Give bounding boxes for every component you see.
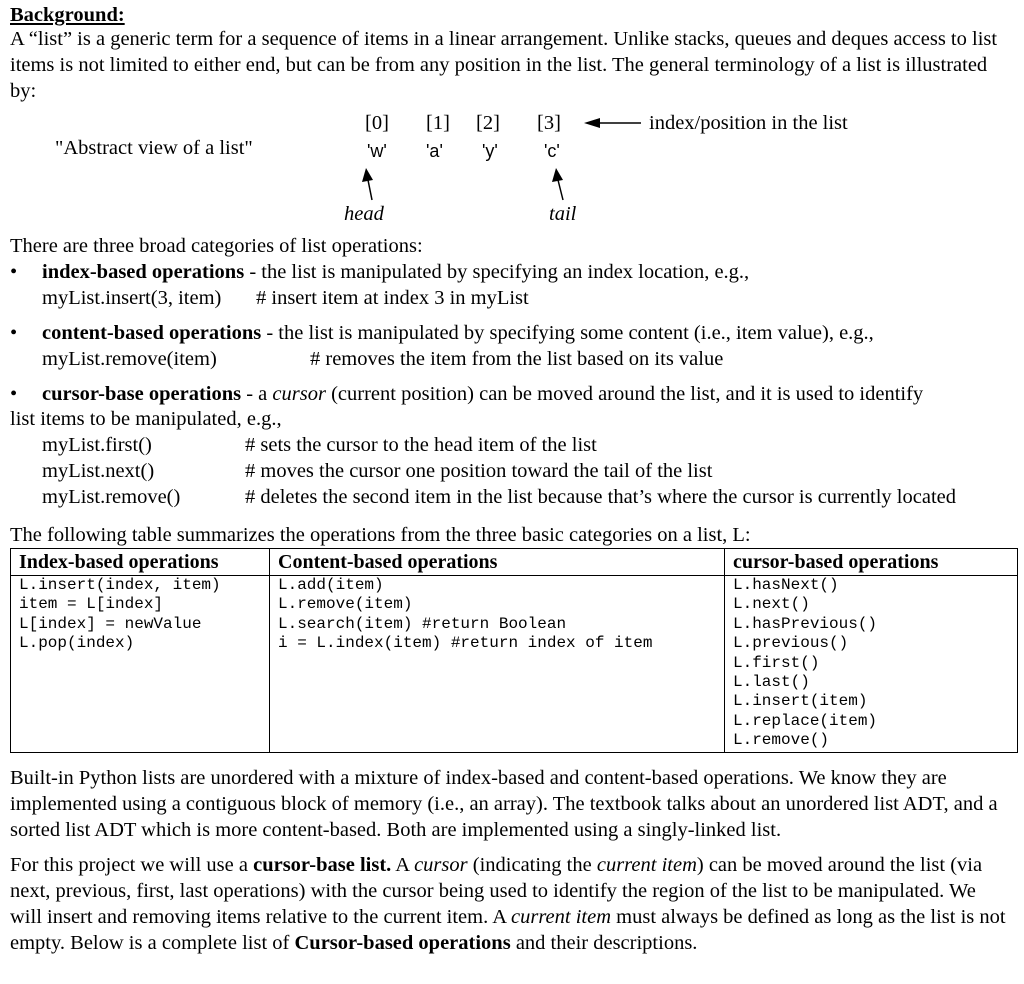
p2-bold: Cursor-based operations: [294, 932, 511, 954]
content-category-title: content-based operations: [42, 322, 262, 344]
cursor-op: L.remove(): [733, 731, 830, 750]
content-ops-cell: [270, 576, 725, 753]
table-header-cursor: cursor-based operations: [725, 549, 1018, 576]
cursor-op: L.last(): [733, 673, 810, 692]
index-op: L[index] = newValue: [19, 614, 202, 633]
index-example-code: myList.insert(3, item): [42, 287, 222, 309]
value-3: 'c': [544, 141, 560, 161]
index-3: [3]: [537, 112, 561, 134]
bullet-icon: •: [10, 322, 18, 344]
index-2: [2]: [476, 112, 500, 134]
content-op: i = L.index(item) #return index of item: [278, 634, 653, 653]
head-arrow-icon: [362, 168, 373, 200]
value-2: 'y': [482, 141, 498, 161]
closing-paragraph-1: Built-in Python lists are unordered with a mixture of index-based and content-based operations. We know they are implemented using a contiguous block of memory (i.e., an array). The textbook talks about an unordered list ADT, and a sorted list ADT which is more content-based. Both are implemented using a singly-linked list.: [10, 767, 998, 841]
cursor-ops-cell: [725, 576, 1018, 753]
cursor-example-comment: # deletes the second item in the list because that’s where the cursor is currently located: [245, 486, 956, 508]
cursor-op: L.first(): [733, 653, 820, 672]
content-op: L.remove(item): [278, 595, 413, 614]
cursor-op: L.hasPrevious(): [733, 614, 878, 633]
p2-text: (indicating the: [467, 854, 597, 876]
value-1: 'a': [426, 141, 443, 161]
p2-italic: cursor: [414, 854, 468, 876]
table-header-index: Index-based operations: [11, 549, 270, 576]
p2-text: and their descriptions.: [510, 932, 698, 954]
index-0: [0]: [365, 112, 389, 134]
content-op: L.search(item) #return Boolean: [278, 614, 567, 633]
cursor-op: L.previous(): [733, 634, 849, 653]
p2-text: ) can be moved around the list (via next, previous, first, last operations) with the cursor being used to identify the region of the list to be manipulated. We will insert and removing items relative to the current item. A: [10, 854, 983, 928]
content-example-comment: # removes the item from the list based on its value: [310, 348, 724, 370]
cursor-example-comment: # sets the cursor to the head item of the list: [245, 434, 597, 456]
content-example-code: myList.remove(item): [42, 348, 217, 370]
cursor-op: L.next(): [733, 595, 810, 614]
cursor-example-comment: # moves the cursor one position toward the tail of the list: [245, 460, 713, 482]
index-category-desc: - the list is manipulated by specifying an index location, e.g.,: [244, 261, 750, 283]
index-op: L.pop(index): [19, 634, 135, 653]
index-category-title: index-based operations: [42, 261, 245, 283]
cursor-example-code: myList.next(): [42, 460, 155, 482]
tail-arrow-icon: [552, 168, 563, 200]
cursor-op: L.insert(item): [733, 692, 868, 711]
categories-intro: There are three broad categories of list operations:: [10, 235, 423, 257]
table-header-row: [11, 549, 1018, 576]
diagram-arrows: [0, 0, 1024, 260]
cursor-example-code: myList.remove(): [42, 486, 181, 508]
p2-text: A: [391, 854, 415, 876]
p2-bold: cursor-base list.: [253, 854, 392, 876]
cursor-word: cursor: [272, 383, 326, 405]
table-header-content: Content-based operations: [270, 549, 725, 576]
cursor-category-line: [42, 381, 923, 407]
p2-text: For this project we will use a: [10, 854, 254, 876]
table-caption: The following table summarizes the operations from the three basic categories on a list, L:: [10, 524, 751, 546]
bullet-icon: •: [10, 261, 18, 283]
head-label: head: [344, 203, 384, 225]
p2-italic: current item: [511, 906, 612, 928]
operations-table: [10, 548, 1018, 753]
table-row: [11, 576, 1018, 753]
content-category-desc: - the list is manipulated by specifying some content (i.e., item value), e.g.,: [261, 322, 874, 344]
index-position-label: index/position in the list: [649, 112, 848, 134]
cursor-desc-pre: - a: [241, 383, 273, 405]
cursor-example-code: myList.first(): [42, 434, 152, 456]
p2-text: must always be defined as long as the list is not empty. Below is a complete list of: [10, 906, 1006, 954]
bullet-icon: •: [10, 383, 18, 405]
abstract-view-label: "Abstract view of a list": [55, 137, 253, 159]
tail-label: tail: [549, 203, 577, 225]
index-1: [1]: [426, 112, 450, 134]
cursor-desc-post: (current position) can be moved around the list, and it is used to identify: [325, 383, 924, 405]
background-heading: Background:: [10, 4, 125, 26]
index-op: item = L[index]: [19, 595, 164, 614]
index-op: L.insert(index, item): [19, 576, 221, 594]
index-arrow-icon: [584, 118, 641, 128]
p2-italic: current item: [596, 854, 697, 876]
cursor-op: L.replace(item): [733, 711, 878, 730]
content-op: L.add(item): [278, 576, 384, 594]
value-0: 'w': [367, 141, 387, 161]
index-example-comment: # insert item at index 3 in myList: [256, 287, 529, 309]
cursor-op: L.hasNext(): [733, 576, 839, 594]
background-intro: A “list” is a generic term for a sequence of items in a linear arrangement. Unlike stacks, queues and deques access to list items is not limited to either end, but can be from any position in the list. The general terminology of a list is illustrated by:: [10, 28, 998, 102]
closing-paragraph-2: [10, 852, 1010, 956]
cursor-desc-line2: list items to be manipulated, e.g.,: [10, 408, 282, 430]
cursor-category-title: cursor-base operations: [42, 383, 242, 405]
index-ops-cell: [11, 576, 270, 753]
index-category-line: [42, 259, 749, 285]
content-category-line: [42, 320, 874, 346]
